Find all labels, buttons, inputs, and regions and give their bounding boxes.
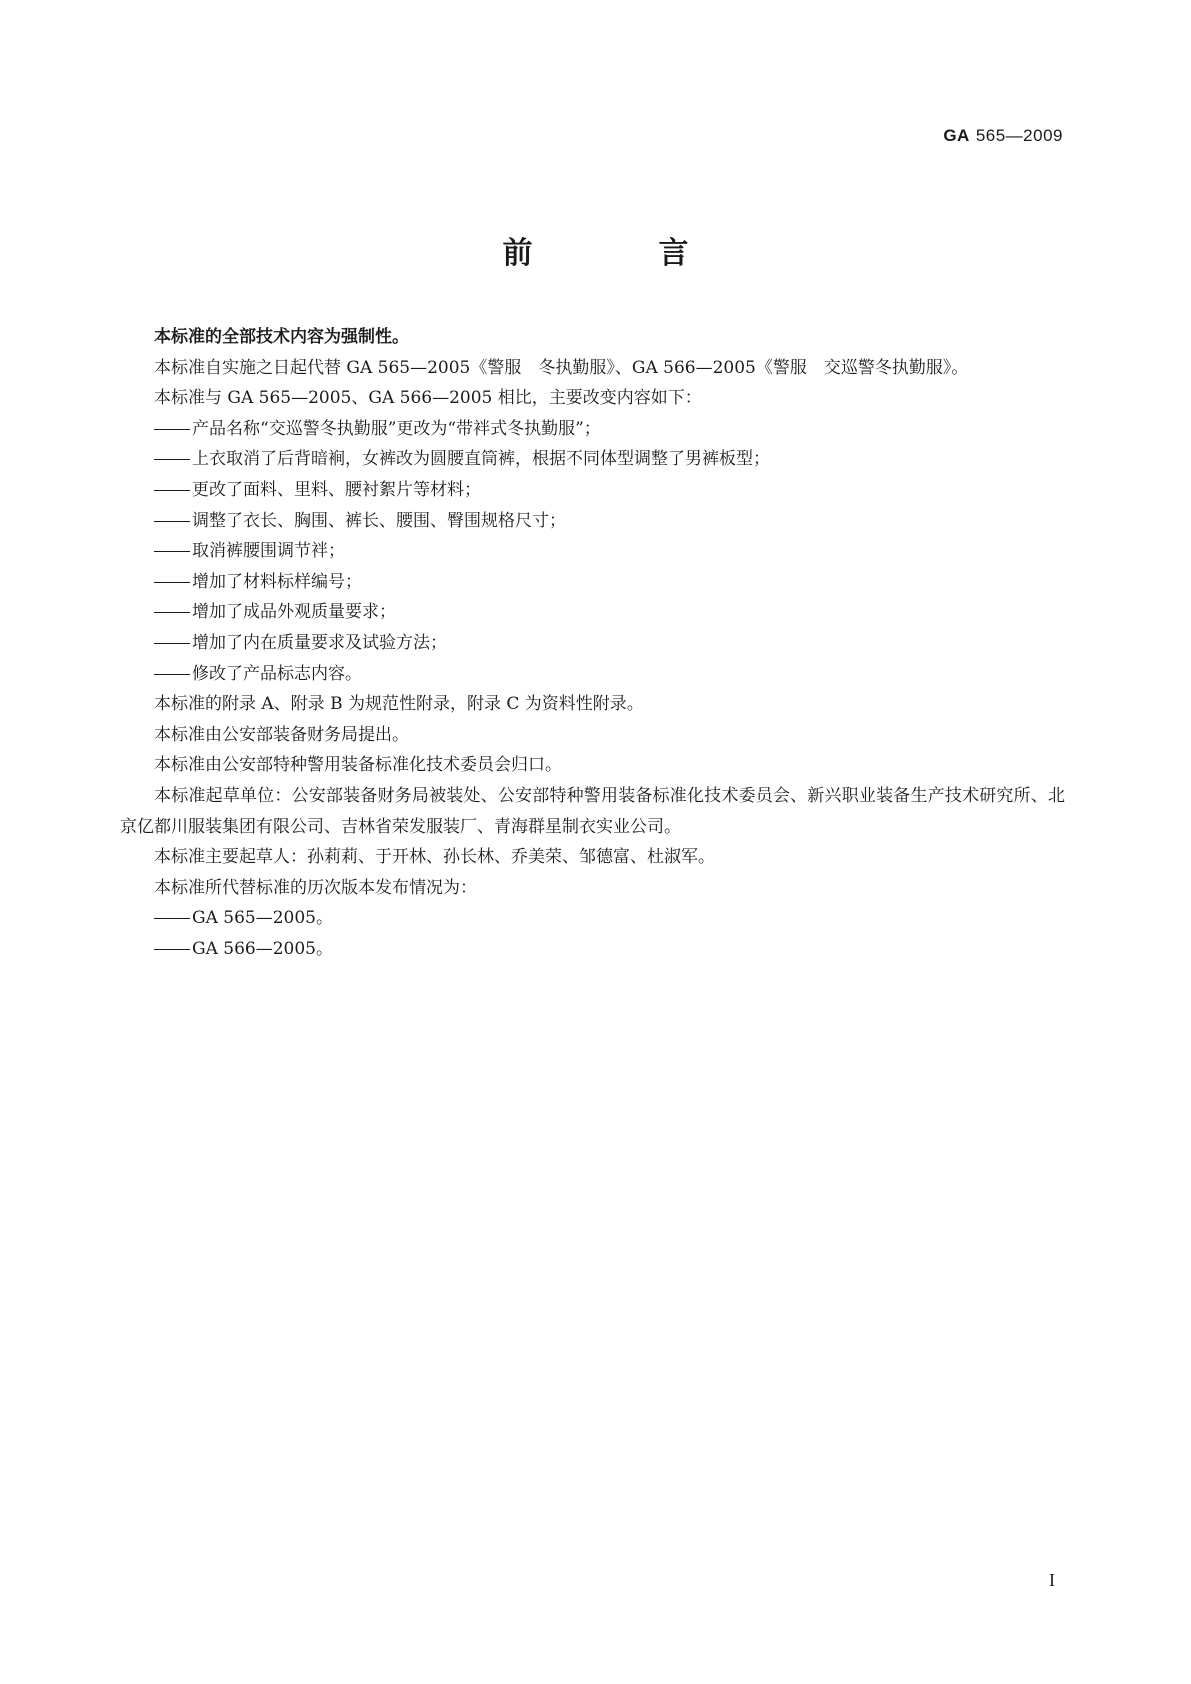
paragraph-history-intro: 本标准所代替标准的历次版本发布情况为： (154, 877, 477, 898)
dash-mark (154, 949, 190, 950)
dash-mark (154, 612, 190, 613)
paragraph-changes-intro: 本标准与 GA 565—2005、GA 566—2005 相比，主要改变内容如下： (154, 388, 702, 409)
list-item-text: 修改了产品标志内容。 (192, 663, 362, 684)
list-item (120, 628, 1065, 659)
history-item-text: GA 565—2005。 (192, 908, 333, 929)
dash-mark (154, 582, 190, 583)
dash-mark (154, 459, 190, 460)
document-body (120, 322, 1065, 964)
history-item-text: GA 566—2005。 (192, 938, 333, 959)
paragraph-proposed-by: 本标准由公安部装备财务局提出。 (154, 724, 409, 745)
standard-code-prefix: GA (943, 126, 970, 145)
list-item-text: 调整了衣长、胸围、裤长、腰围、臀围规格尺寸； (192, 510, 566, 531)
paragraph-drafting-units: 本标准起草单位：公安部装备财务局被装处、公安部特种警用装备标准化技术委员会、新兴职业装备生产技术研究所、北京亿都川服装集团有限公司、吉林省荣发服装厂、青海群星制衣实业公司。 (120, 785, 1065, 837)
list-item (120, 536, 1065, 567)
paragraph-replaces: 本标准自实施之日起代替 GA 565—2005《警服 冬执勤服》、GA 566—2005《警服 交巡警冬执勤服》。 (154, 357, 969, 378)
standard-code (943, 126, 1063, 146)
page-title: 前 言 (502, 236, 737, 271)
list-item-text: 增加了成品外观质量要求； (192, 602, 396, 623)
dash-mark (154, 643, 190, 644)
dash-mark (154, 674, 190, 675)
list-item (120, 414, 1065, 445)
paragraph-drafters: 本标准主要起草人：孙莉莉、于开林、孙长林、乔美荣、邹德富、杜淑军。 (154, 847, 715, 868)
paragraph-centralized-by: 本标准由公安部特种警用装备标准化技术委员会归口。 (154, 755, 562, 776)
dash-mark (154, 490, 190, 491)
list-item-text: 取消裤腰围调节袢； (192, 541, 345, 562)
list-item (120, 444, 1065, 475)
list-item (120, 475, 1065, 506)
dash-mark (154, 429, 190, 430)
list-item (120, 567, 1065, 598)
dash-mark (154, 521, 190, 522)
dash-mark (154, 918, 190, 919)
history-item (120, 903, 1065, 934)
list-item-text: 产品名称“交巡警冬执勤服”更改为“带袢式冬执勤服”； (192, 418, 601, 439)
paragraph-appendix: 本标准的附录 A、附录 B 为规范性附录，附录 C 为资料性附录。 (154, 694, 644, 715)
list-item (120, 659, 1065, 690)
standard-code-number: 565—2009 (975, 126, 1063, 145)
list-item-text: 增加了材料标样编号； (192, 571, 362, 592)
list-item (120, 506, 1065, 537)
list-item-text: 增加了内在质量要求及试验方法； (192, 632, 447, 653)
paragraph-mandatory: 本标准的全部技术内容为强制性。 (154, 327, 409, 347)
history-item (120, 934, 1065, 965)
list-item (120, 597, 1065, 628)
list-item-text: 更改了面料、里料、腰衬絮片等材料； (192, 479, 481, 500)
page-number: I (1049, 1570, 1055, 1590)
list-item-text: 上衣取消了后背暗裥，女裤改为圆腰直筒裤，根据不同体型调整了男裤板型； (192, 449, 770, 470)
dash-mark (154, 551, 190, 552)
